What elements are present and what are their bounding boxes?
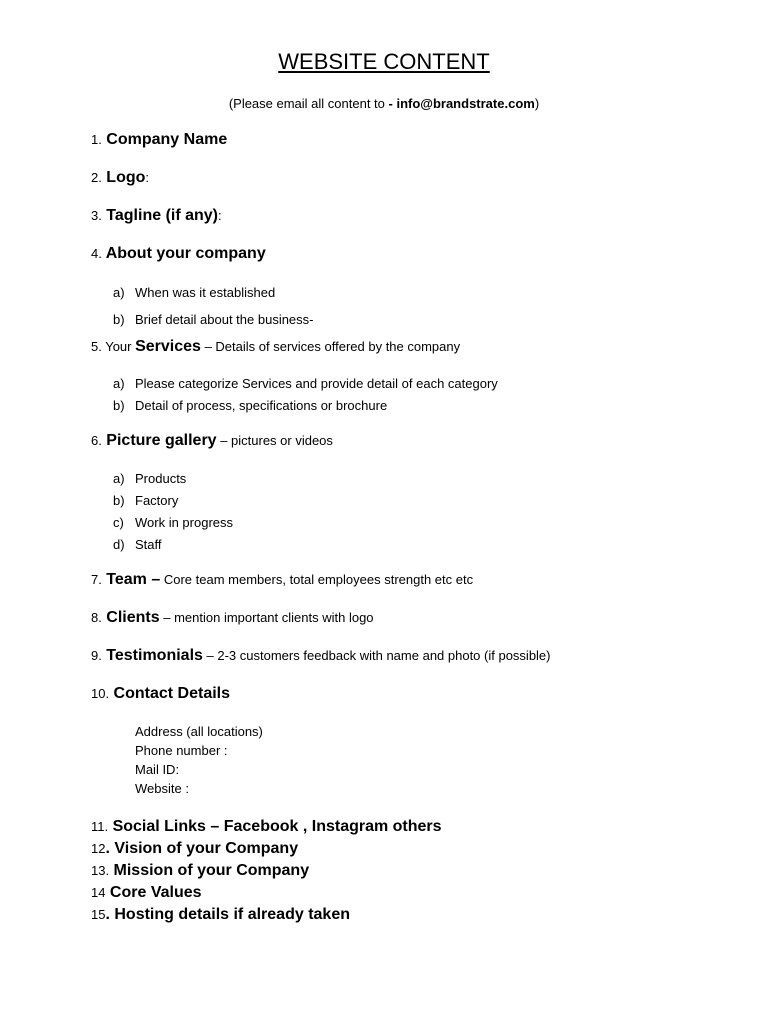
section-number: 6.	[91, 433, 102, 448]
list-item	[113, 493, 178, 508]
contact-field-address: Address (all locations)	[135, 724, 263, 739]
page-title: WEBSITE CONTENT	[278, 49, 490, 74]
section-rest: :	[145, 170, 150, 185]
list-item	[113, 376, 498, 391]
section-label: Logo	[106, 169, 146, 186]
list-item	[113, 398, 387, 413]
subtitle-prefix: (Please email all content to	[228, 96, 389, 111]
section-rest: Core team members, total employees strength etc etc	[160, 572, 474, 587]
list-text: Work in progress	[135, 515, 234, 530]
section-testimonials	[91, 647, 551, 665]
section-label: Core Values	[109, 884, 202, 901]
contact-field-website: Website :	[135, 781, 189, 796]
section-tagline	[91, 207, 222, 225]
list-text: Products	[135, 471, 187, 486]
list-marker: b)	[113, 493, 125, 508]
contact-field-phone: Phone number :	[135, 743, 228, 758]
section-logo	[91, 169, 149, 187]
section-vision	[91, 840, 298, 858]
section-gallery	[91, 432, 333, 450]
section-label: Picture gallery	[106, 432, 217, 449]
list-marker: b)	[113, 398, 125, 413]
section-hosting	[91, 906, 350, 924]
list-marker: a)	[113, 376, 125, 391]
section-services	[91, 338, 460, 356]
list-text: Brief detail about the business-	[135, 312, 314, 327]
list-text: When was it established	[135, 285, 276, 300]
section-label: Social Links – Facebook , Instagram others	[112, 818, 442, 835]
list-text: Staff	[135, 537, 162, 552]
section-rest: – 2-3 customers feedback with name and photo (if possible)	[202, 648, 551, 663]
section-core-values	[91, 884, 202, 902]
section-label: Services	[135, 338, 201, 355]
section-clients	[91, 609, 374, 627]
section-label: Tagline (if any)	[106, 207, 219, 224]
section-number: 8.	[91, 610, 102, 625]
section-label: Company Name	[106, 131, 228, 148]
section-company-name	[91, 131, 227, 149]
section-social-links	[91, 818, 442, 836]
section-label: Mission of your Company	[113, 862, 310, 879]
section-label: . Vision of your Company	[105, 840, 299, 857]
section-number: 11.	[91, 819, 109, 834]
list-item	[113, 515, 233, 530]
subtitle	[0, 96, 768, 111]
section-number: 7.	[91, 572, 102, 587]
section-number: 9.	[91, 648, 102, 663]
section-label: About your company	[105, 245, 266, 262]
section-number: 12	[91, 841, 106, 856]
list-marker: c)	[113, 515, 124, 530]
list-marker: a)	[113, 285, 125, 300]
contact-field-mail: Mail ID:	[135, 762, 180, 777]
section-rest: :	[218, 208, 222, 223]
list-item	[113, 285, 275, 300]
section-team	[91, 571, 473, 589]
list-item	[113, 537, 162, 552]
section-about	[91, 245, 266, 263]
list-text: Detail of process, specifications or brochure	[135, 398, 388, 413]
section-label: Contact Details	[113, 685, 230, 702]
section-label: Team –	[106, 571, 161, 588]
section-rest: – Details of services offered by the company	[200, 339, 461, 354]
section-number: 13.	[91, 863, 110, 878]
section-label: . Hosting details if already taken	[105, 906, 350, 923]
list-marker: b)	[113, 312, 125, 327]
email-link[interactable]: - info@brandstrate.com	[388, 96, 535, 111]
section-number: 14	[91, 885, 106, 900]
section-contact	[91, 685, 230, 703]
list-text: Please categorize Services and provide detail of each category	[135, 376, 498, 391]
subtitle-suffix: )	[534, 96, 540, 111]
list-text: Factory	[135, 493, 179, 508]
section-rest: – pictures or videos	[216, 433, 333, 448]
section-number: 10.	[91, 686, 110, 701]
section-number: 2.	[91, 170, 102, 185]
section-label: Clients	[106, 609, 160, 626]
section-number: 5. Your	[91, 339, 136, 354]
list-item	[113, 312, 314, 327]
list-marker: d)	[113, 537, 125, 552]
section-mission	[91, 862, 309, 880]
section-rest: – mention important clients with logo	[159, 610, 374, 625]
section-number: 1.	[91, 132, 102, 147]
section-number: 15	[91, 907, 106, 922]
section-number: 4.	[91, 246, 102, 261]
section-number: 3.	[91, 208, 102, 223]
list-marker: a)	[113, 471, 125, 486]
list-item	[113, 471, 186, 486]
section-label: Testimonials	[106, 647, 203, 664]
